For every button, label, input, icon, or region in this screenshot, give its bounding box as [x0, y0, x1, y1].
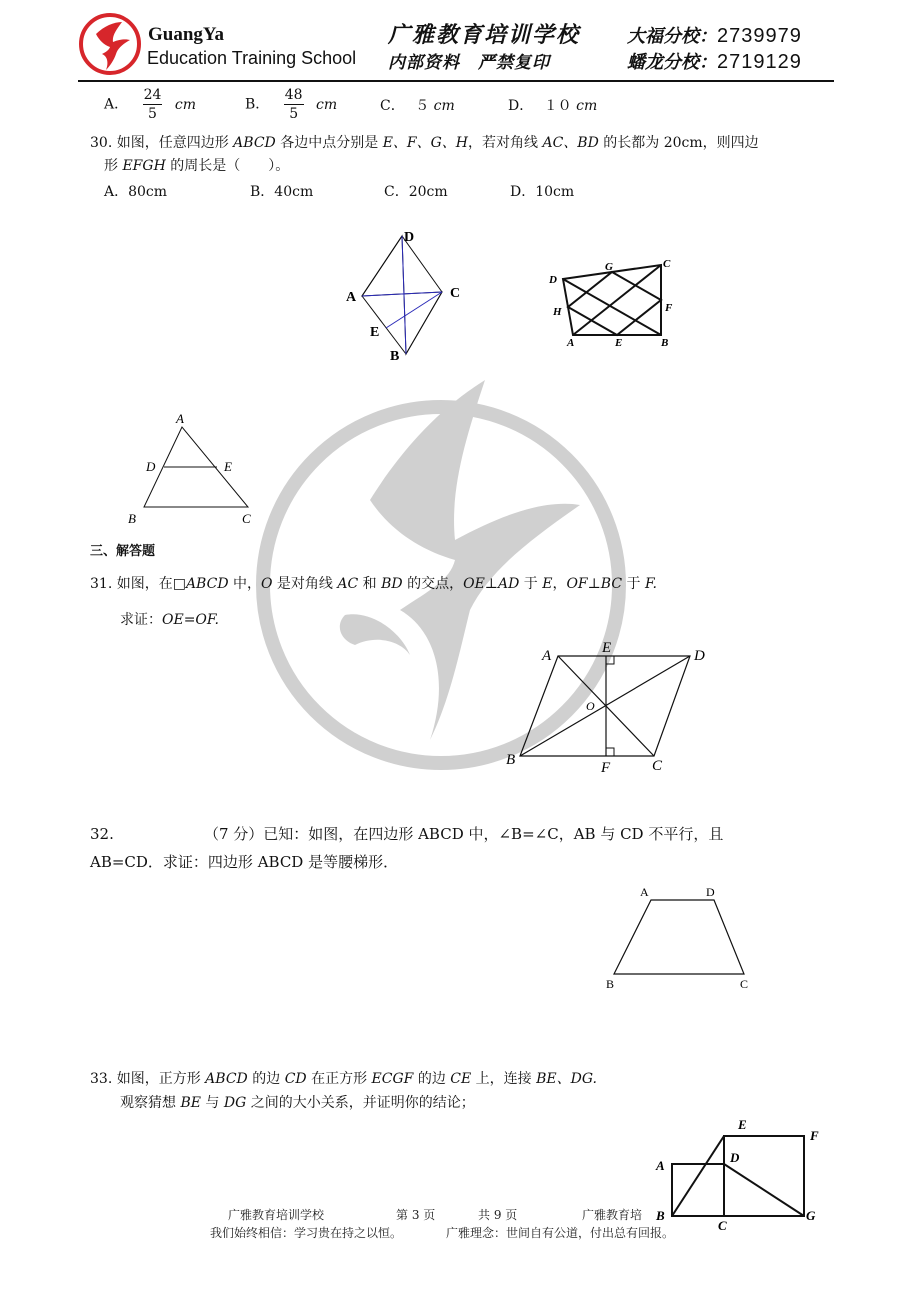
q32-number: 32.: [90, 825, 114, 843]
q31-line1: [90, 574, 657, 594]
text: 求证：: [120, 612, 162, 628]
footer-page: 第 3 页: [396, 1208, 436, 1222]
vertex-label-c: C: [740, 977, 749, 991]
vertex-label-g: G: [605, 261, 613, 273]
q30-line1: [90, 133, 759, 153]
q30-option-c: C．20cm: [384, 184, 448, 200]
text: E: [542, 576, 553, 592]
section-title: 三、解答题: [90, 544, 156, 559]
vertex-label-o: O: [586, 699, 595, 713]
unit: cm: [433, 98, 455, 114]
text: 于: [622, 576, 645, 592]
option-label: A．: [104, 96, 129, 113]
text: DG: [223, 1095, 247, 1111]
q29-option-c: [380, 96, 455, 116]
footer-motto-2: 广雅理念：世间自有公道，付出总有回报。: [446, 1226, 675, 1240]
text: F.: [644, 576, 657, 592]
text: 33. 如图，正方形: [90, 1071, 206, 1087]
q30-option-b: B．40cm: [250, 184, 314, 200]
text: BE: [180, 1095, 201, 1111]
q32-line2: AB=CD．求证：四边形 ABCD 是等腰梯形．: [90, 853, 399, 871]
brand-name-en: GuangYa: [148, 24, 225, 45]
q29-option-a: [104, 86, 196, 123]
text: 在正方形: [306, 1071, 372, 1087]
text: 是对角线: [272, 576, 338, 592]
vertex-label-e: E: [738, 1117, 747, 1132]
q30-option-d: D．10cm: [510, 184, 575, 200]
text: 31. 如图，在: [90, 576, 173, 592]
branch1: [627, 22, 802, 48]
figure-triangle: [122, 405, 262, 530]
q30-line2: [104, 156, 289, 176]
vertex-label-c: C: [450, 286, 461, 301]
footer-school: 广雅教育培训学校: [228, 1208, 325, 1222]
numerator: 24: [143, 87, 162, 103]
figure-kite: [340, 222, 470, 367]
text: 中，: [228, 576, 261, 592]
vertex-label-b: B: [606, 977, 615, 991]
numerator: 48: [284, 87, 303, 103]
footer-motto-1: 我们始终相信：学习贵在持之以恒。: [210, 1226, 403, 1240]
text: OF⊥BC: [566, 576, 623, 592]
text: O: [261, 576, 273, 592]
school-title-cn: 广雅教育培训学校: [388, 23, 581, 48]
option-value: ５: [415, 98, 430, 114]
text: OE⊥AD: [463, 576, 520, 592]
branch2-phone: 2719129: [717, 51, 802, 73]
text: AC: [337, 576, 359, 592]
vertex-label-c: C: [663, 258, 671, 270]
option-label: C．: [380, 98, 405, 114]
figure-parallelogram: [500, 636, 720, 778]
text: 之间的大小关系，并证明你的结论；: [246, 1095, 475, 1111]
denominator: 5: [148, 106, 157, 122]
vertex-label-b: B: [390, 349, 400, 364]
text: ECGF: [371, 1071, 414, 1087]
text: 上，连接: [471, 1071, 537, 1087]
text: OE=OF.: [162, 612, 219, 628]
option-label: B．: [245, 96, 270, 113]
text: CD: [284, 1071, 307, 1087]
vertex-label-d: D: [706, 885, 715, 899]
q29-option-b: [245, 86, 337, 123]
text: 形: [104, 158, 123, 174]
text: 于: [519, 576, 543, 592]
header-divider: [78, 80, 834, 82]
branch2-label: 蟠龙分校：: [627, 52, 717, 73]
vertex-label-c: C: [718, 1218, 727, 1233]
vertex-label-b: B: [128, 511, 136, 526]
vertex-label-a: A: [567, 337, 575, 349]
vertex-label-a: A: [640, 885, 649, 899]
text: ABCD: [233, 135, 276, 151]
footer-school-2: 广雅教育培: [582, 1208, 643, 1222]
text: 的边: [413, 1071, 451, 1087]
vertex-label-h: H: [553, 306, 562, 318]
vertex-label-b: B: [656, 1208, 665, 1223]
q32-line1: （7 分）已知：如图，在四边形 ABCD 中，∠B=∠C，AB 与 CD 不平行，且: [204, 825, 724, 843]
figure-trapezoid: [600, 880, 760, 992]
fraction: [284, 86, 304, 123]
vertex-label-d: D: [549, 274, 557, 286]
text: 各边中点分别是: [275, 135, 383, 151]
internal-note: 内部资料 严禁复印: [388, 53, 550, 73]
option-label: D．: [508, 98, 534, 114]
q33-line2: [120, 1093, 475, 1113]
q33-line1: [90, 1069, 597, 1089]
denominator: 5: [289, 106, 299, 122]
text: 的交点，: [402, 576, 464, 592]
vertex-label-c: C: [652, 758, 663, 774]
text: ABCD: [205, 1071, 248, 1087]
text: BE、DG.: [536, 1071, 597, 1087]
text: 的周长是（ ）。: [165, 158, 290, 174]
vertex-label-f: F: [665, 302, 673, 314]
vertex-label-d: D: [730, 1150, 740, 1165]
text: CE: [450, 1071, 472, 1087]
option-value: １０: [543, 98, 572, 114]
vertex-label-e: E: [224, 459, 232, 474]
text: EFGH: [122, 158, 166, 174]
vertex-label-a: A: [542, 648, 552, 664]
vertex-label-e: E: [370, 325, 380, 340]
text: BD: [381, 576, 403, 592]
vertex-label-b: B: [661, 337, 669, 349]
unit: cm: [576, 98, 598, 114]
unit: cm: [316, 96, 338, 113]
school-logo-icon: [78, 12, 142, 76]
brand-subtitle-en: Education Training School: [147, 48, 357, 68]
text: E、F、G、H: [382, 135, 469, 151]
vertex-label-a: A: [176, 411, 184, 426]
branch1-label: 大福分校：: [627, 26, 717, 47]
figure-squares: [650, 1112, 830, 1234]
q29-option-d: [508, 96, 597, 116]
vertex-label-f: F: [810, 1128, 819, 1143]
vertex-label-b: B: [506, 752, 516, 768]
footer-total: 共 9 页: [478, 1208, 518, 1222]
vertex-label-d: D: [146, 459, 156, 474]
text: 的长都为 20cm，则四边: [598, 135, 759, 151]
text: ，: [552, 576, 567, 592]
text: □ABCD: [172, 576, 229, 592]
q31-prove: [120, 610, 219, 630]
fraction: [143, 86, 163, 123]
q30-option-a: A．80cm: [104, 184, 168, 200]
branch2: [627, 48, 802, 74]
vertex-label-g: G: [806, 1208, 816, 1223]
vertex-label-c: C: [242, 511, 251, 526]
text: ，若对角线: [468, 135, 543, 151]
vertex-label-a: A: [656, 1158, 665, 1173]
vertex-label-d: D: [694, 648, 705, 664]
text: AC、BD: [542, 135, 599, 151]
text: 30. 如图，任意四边形: [90, 135, 234, 151]
vertex-label-d: D: [404, 230, 415, 245]
text: 观察猜想: [120, 1095, 181, 1111]
text: 的边: [247, 1071, 285, 1087]
text: 和: [358, 576, 382, 592]
vertex-label-e: E: [615, 337, 623, 349]
branch1-phone: 2739979: [717, 25, 802, 47]
unit: cm: [174, 96, 196, 113]
vertex-label-a: A: [346, 290, 357, 305]
vertex-label-f: F: [601, 760, 611, 776]
vertex-label-e: E: [602, 640, 612, 656]
text: 与: [200, 1095, 224, 1111]
figure-midpoint-quad: [545, 255, 685, 350]
